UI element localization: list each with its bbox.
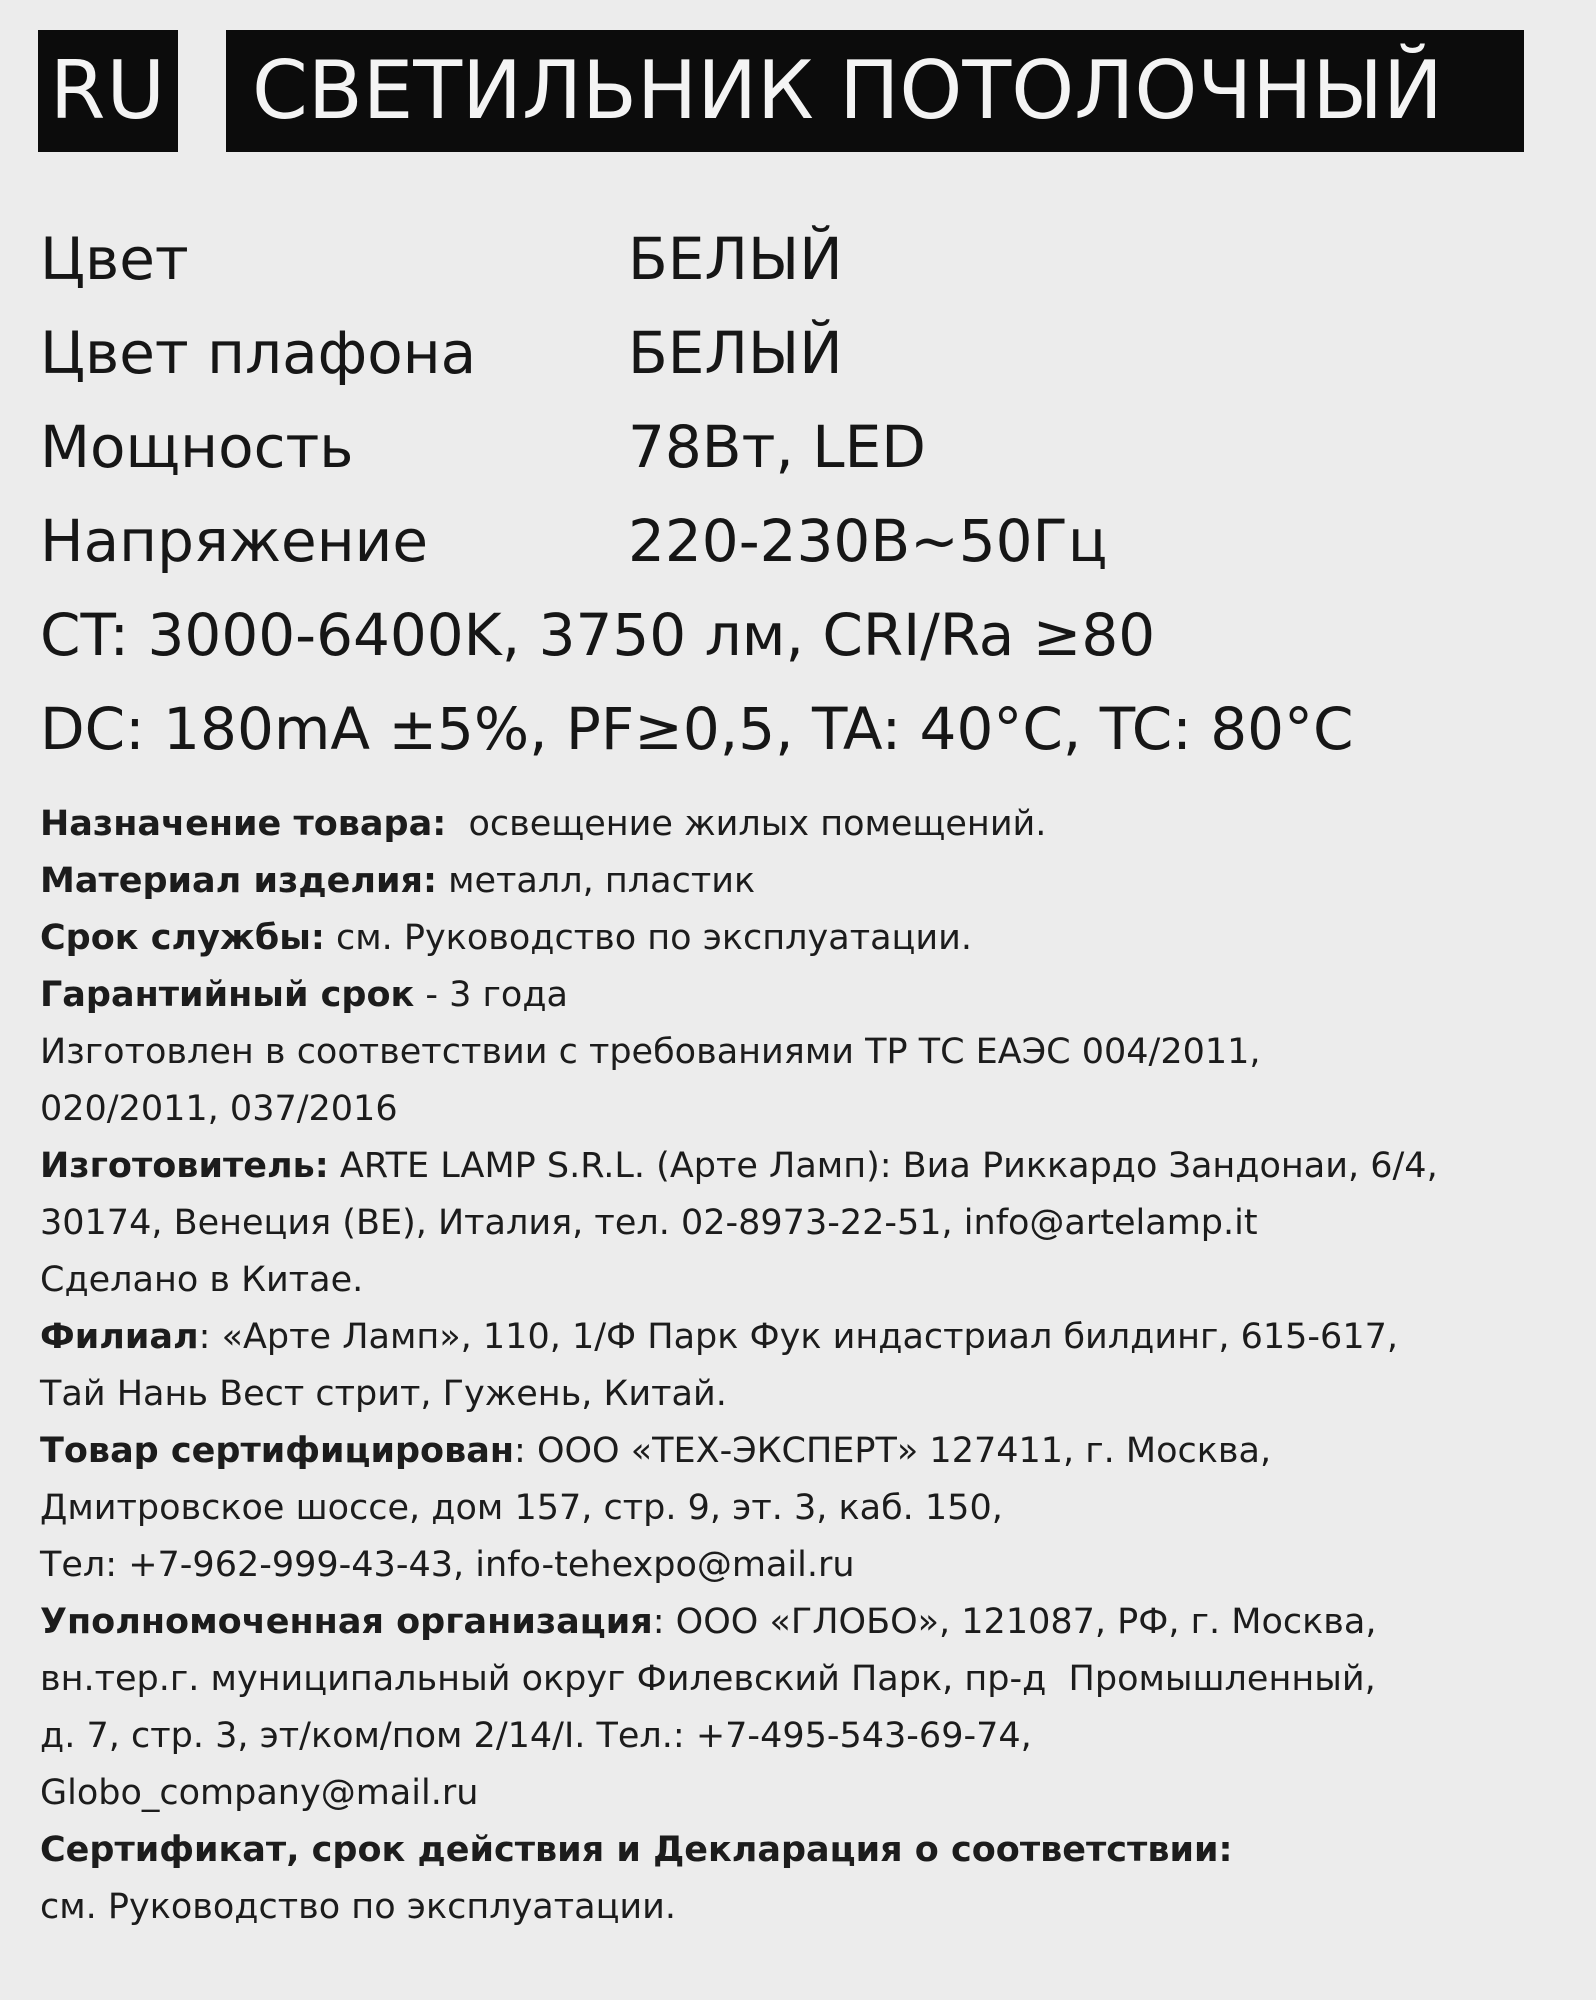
spec-value: БЕЛЫЙ — [628, 319, 843, 387]
branch-line-2: Тай Нань Вест стрит, Гужень, Китай. — [40, 1374, 727, 1414]
service-life-line — [40, 910, 1560, 967]
certified-line — [40, 1423, 1560, 1480]
certified-value: : ООО «ТЕХ-ЭКСПЕРТ» 127411, г. Москва, — [514, 1431, 1272, 1471]
authorized-org-line-3: д. 7, стр. 3, эт/ком/пом 2/14/I. Тел.: +7-495-543-69-74, — [40, 1716, 1032, 1756]
branch-line — [40, 1309, 1560, 1366]
service-life-label: Срок службы: — [40, 918, 325, 958]
manufacturer-label: Изготовитель: — [40, 1146, 329, 1186]
product-title: СВЕТИЛЬНИК ПОТОЛОЧНЫЙ — [226, 30, 1524, 152]
compliance-line-1: Изготовлен в соответствии с требованиями ТР ТС ЕАЭС 004/2011, — [40, 1032, 1261, 1072]
purpose-value: освещение жилых помещений. — [446, 804, 1047, 844]
spec-row-power — [40, 400, 1560, 494]
spec-table — [40, 212, 1560, 776]
branch-label: Филиал — [40, 1317, 199, 1357]
certified-line-3: Тел: +7-962-999-43-43, info-tehexpo@mail.ru — [40, 1545, 855, 1585]
purpose-label: Назначение товара: — [40, 804, 447, 844]
manufacturer-value: ARTE LAMP S.R.L. (Арте Ламп): Виа Риккардо Зандонаи, 6/4, — [328, 1146, 1438, 1186]
material-value: металл, пластик — [436, 861, 756, 901]
language-code-badge: RU — [38, 30, 178, 152]
spec-label: Напряжение — [40, 507, 429, 575]
details-section — [40, 796, 1560, 1936]
spec-line-light-params: CT: 3000-6400K, 3750 лм, CRI/Ra ≥80 — [40, 601, 1156, 669]
manufacturer-line-2: 30174, Венеция (ВЕ), Италия, тел. 02-8973-22-51, info@artelamp.it — [40, 1203, 1258, 1243]
certified-label: Товар сертифицирован — [40, 1431, 515, 1471]
purpose-line — [40, 796, 1560, 853]
spec-label: Мощность — [40, 413, 354, 481]
compliance-line-2: 020/2011, 037/2016 — [40, 1089, 398, 1129]
authorized-org-line-2: вн.тер.г. муниципальный округ Филевский Парк, пр-д Промышленный, — [40, 1659, 1376, 1699]
spec-value: 78Вт, LED — [628, 413, 926, 481]
warranty-line — [40, 967, 1560, 1024]
spec-row-voltage — [40, 494, 1560, 588]
spec-value: БЕЛЫЙ — [628, 225, 843, 293]
made-in-line: Сделано в Китае. — [40, 1260, 364, 1300]
manufacturer-line — [40, 1138, 1560, 1195]
material-label: Материал изделия: — [40, 861, 437, 901]
spec-row-color — [40, 212, 1560, 306]
spec-label: Цвет плафона — [40, 319, 477, 387]
material-line — [40, 853, 1560, 910]
warranty-label: Гарантийный срок — [40, 975, 415, 1015]
authorized-org-label: Уполномоченная организация — [40, 1602, 653, 1642]
certified-line-2: Дмитровское шоссе, дом 157, стр. 9, эт. 3, каб. 150, — [40, 1488, 1003, 1528]
spec-value: 220-230В~50Гц — [628, 507, 1108, 575]
spec-label: Цвет — [40, 225, 189, 293]
service-life-value: см. Руководство по эксплуатации. — [324, 918, 972, 958]
authorized-org-line-4: Globo_company@mail.ru — [40, 1773, 479, 1813]
spec-row-shade-color — [40, 306, 1560, 400]
branch-value: : «Арте Ламп», 110, 1/Ф Парк Фук индастриал билдинг, 615-617, — [198, 1317, 1398, 1357]
spec-line-electrical-params: DC: 180mA ±5%, PF≥0,5, TA: 40°C, TC: 80°C — [40, 695, 1354, 763]
certificate-value: см. Руководство по эксплуатации. — [40, 1887, 677, 1927]
authorized-org-line — [40, 1594, 1560, 1651]
label-header — [38, 30, 1524, 152]
authorized-org-value: : ООО «ГЛОБО», 121087, РФ, г. Москва, — [652, 1602, 1377, 1642]
certificate-label: Сертификат, срок действия и Декларация о соответствии: — [40, 1830, 1233, 1870]
warranty-value: - 3 года — [414, 975, 568, 1015]
